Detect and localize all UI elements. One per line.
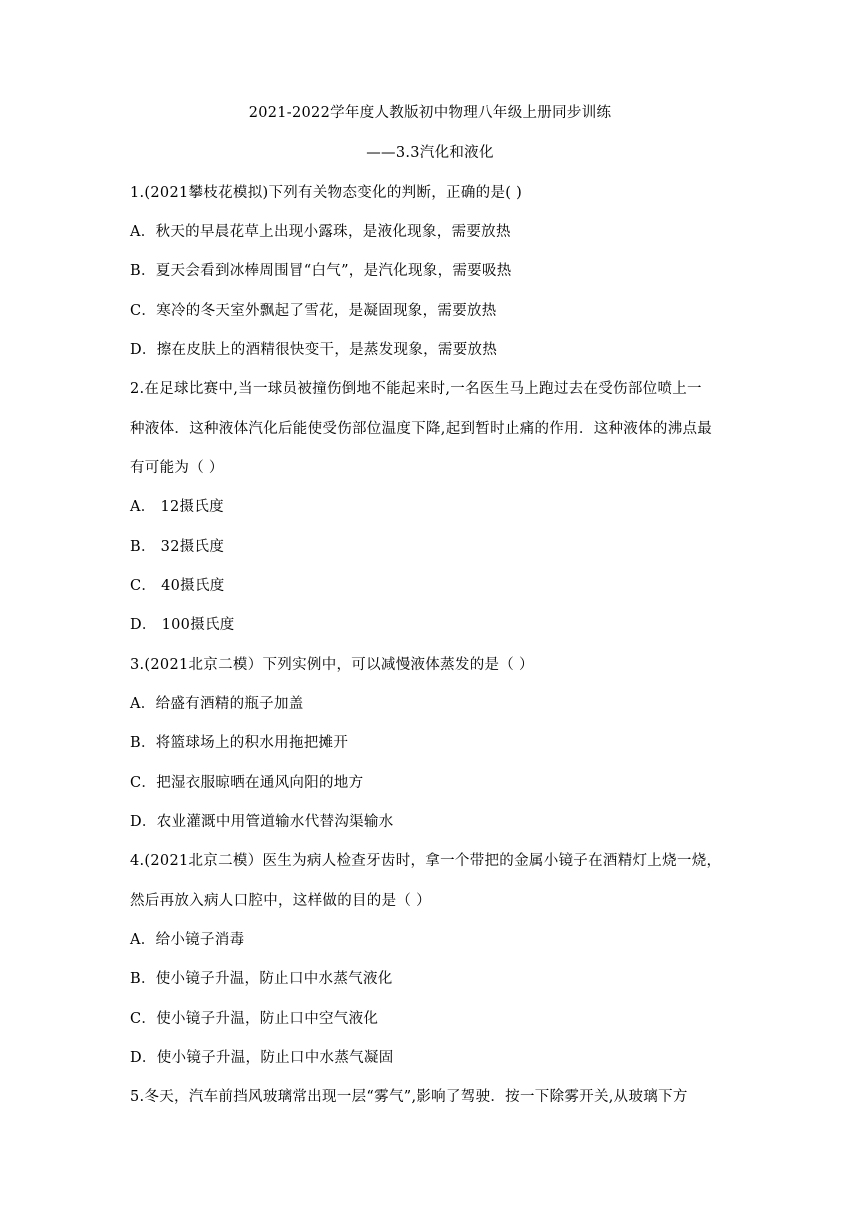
question-3-option-c: C．把湿衣服晾晒在通风向阳的地方 xyxy=(130,775,364,791)
question-3-option-b: B．将篮球场上的积水用拖把摊开 xyxy=(130,735,349,751)
question-2-stem-line-3: 有可能为（ ） xyxy=(130,460,224,476)
question-2-option-a: A． 12摄氏度 xyxy=(130,499,224,515)
question-4-option-d: D．使小镜子升温，防止口中水蒸气凝固 xyxy=(130,1050,394,1066)
question-2-stem-line-2: 种液体．这种液体汽化后能使受伤部位温度下降,起到暂时止痛的作用．这种液体的沸点最 xyxy=(130,421,713,437)
question-3-stem: 3.(2021北京二模）下列实例中，可以减慢液体蒸发的是（ ） xyxy=(130,657,534,673)
document-title: 2021-2022学年度人教版初中物理八年级上册同步训练 xyxy=(248,105,612,121)
question-5-stem: 5.冬天，汽车前挡风玻璃常出现一层“雾气”,影响了驾驶．按一下除雾开关,从玻璃下方 xyxy=(130,1089,688,1105)
question-3-option-a: A．给盛有酒精的瓶子加盖 xyxy=(130,696,304,712)
question-1-option-c: C．寒冷的冬天室外飘起了雪花，是凝固现象，需要放热 xyxy=(130,303,497,319)
question-2-stem-line-1: 2.在足球比赛中,当一球员被撞伤倒地不能起来时,一名医生马上跑过去在受伤部位喷上一 xyxy=(130,381,702,397)
question-1-option-d: D．擦在皮肤上的酒精很快变干，是蒸发现象，需要放热 xyxy=(130,342,498,358)
question-4-stem-line-1: 4.(2021北京二模）医生为病人检查牙齿时，拿一个带把的金属小镜子在酒精灯上烧一烧， xyxy=(130,853,722,869)
question-2-option-d: D． 100摄氏度 xyxy=(130,617,235,633)
document-subtitle: ——3.3汽化和液化 xyxy=(366,145,494,161)
question-4-option-c: C．使小镜子升温，防止口中空气液化 xyxy=(130,1011,379,1027)
question-1-stem: 1.(2021攀枝花模拟)下列有关物态变化的判断，正确的是( ) xyxy=(130,185,523,201)
question-4-option-a: A．给小镜子消毒 xyxy=(130,932,245,948)
question-1-option-a: A．秋天的早晨花草上出现小露珠，是液化现象，需要放热 xyxy=(130,224,511,240)
question-2-option-b: B． 32摄氏度 xyxy=(130,539,225,555)
question-3-option-d: D．农业灌溉中用管道输水代替沟渠输水 xyxy=(130,814,394,830)
question-4-option-b: B．使小镜子升温，防止口中水蒸气液化 xyxy=(130,971,393,987)
question-1-option-b: B．夏天会看到冰棒周围冒“白气”，是汽化现象，需要吸热 xyxy=(130,263,512,279)
question-2-option-c: C． 40摄氏度 xyxy=(130,578,225,594)
question-4-stem-line-2: 然后再放入病人口腔中，这样做的目的是（ ） xyxy=(130,893,431,909)
